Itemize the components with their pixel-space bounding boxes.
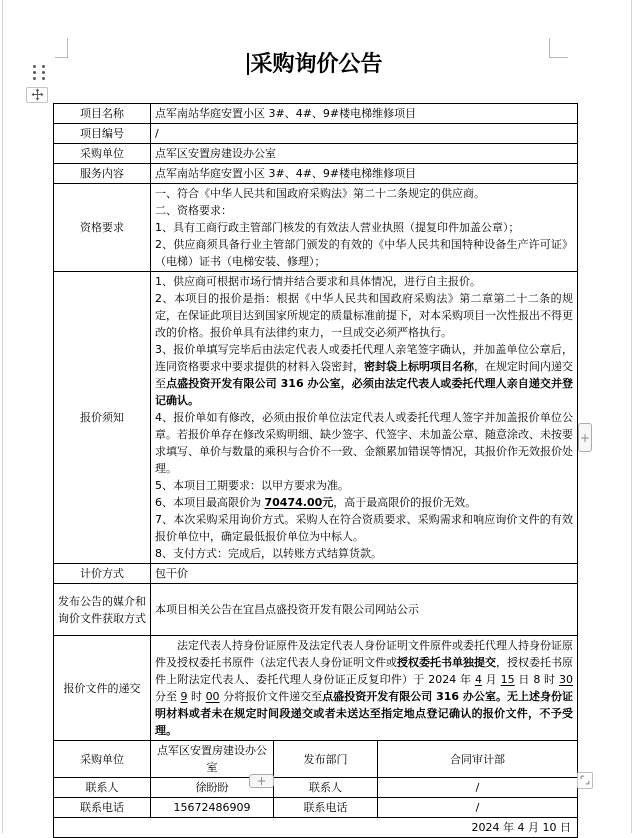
cell-value-purchasing-unit[interactable]: 点军区安置房建设办公室 <box>151 144 578 164</box>
cell-value-service-content[interactable]: 点军南站华庭安置小区 3#、4#、9#楼电梯维修项目 <box>151 164 578 184</box>
add-column-button[interactable]: + <box>578 423 592 452</box>
cell-value-qualification[interactable]: 一、符合《中华人民共和国政府采购法》第二十二条规定的供应商。 二、资格要求： 1、具有工商行政主管部门核发的有效法人营业执照（提复印件加盖公章）； 2、供应商须具备行业主管部门颁发的有效的《中华人民共和国特种设备生产许可证》（电梯）证书（电梯安装、修理）； <box>151 184 578 272</box>
cell-footer-contact-value[interactable]: 徐盼盼 <box>151 778 274 798</box>
cell-label-submission[interactable]: 报价文件的递交 <box>54 636 151 741</box>
move-arrows-icon <box>31 86 44 105</box>
move-table-handle[interactable] <box>26 87 48 103</box>
cell-footer-phone-value[interactable]: 15672486909 <box>151 798 274 818</box>
cell-footer-purchasing-unit-label[interactable]: 采购单位 <box>54 741 151 778</box>
cell-footer-phone2-label[interactable]: 联系电话 <box>274 798 378 818</box>
cell-label-service-content[interactable]: 服务内容 <box>54 164 151 184</box>
submission-paragraph: 法定代表人持身份证原件及法定代表人身份证明文件原件或委托代理人持身份证原件及授权委托书原件（法定代表人身份证明文件或授权委托书单独提交，授权委托书原件上附法定代表人、委托代理人身份证正反复印件）于 2024 年 4 月 15 日 8 时 30 分至 9 时 00 分将报价文件递交至点盛投资开发有限公司 316 办公室。无上述身份证明材料或者未在规定时间段递交或者未送达至指定地点登记确认的报价文件，不予受理。 <box>155 639 574 737</box>
cell-label-pricing-method[interactable]: 计价方式 <box>54 564 151 584</box>
table-row <box>54 778 578 798</box>
cell-footer-issuing-dept-value[interactable]: 合同审计部 <box>378 741 578 778</box>
cell-document-date[interactable]: 2024 年 4 月 10 日 <box>54 818 578 838</box>
table-row <box>54 564 578 584</box>
table-row <box>54 144 578 164</box>
cell-value-pricing-method[interactable]: 包干价 <box>151 564 578 584</box>
cell-label-project-name[interactable]: 项目名称 <box>54 104 151 124</box>
table-row <box>54 818 578 838</box>
cell-value-submission[interactable] <box>151 636 578 741</box>
table-row <box>54 104 578 124</box>
table-row <box>54 798 578 818</box>
cell-footer-contact2-value[interactable]: / <box>378 778 578 798</box>
cell-footer-contact2-label[interactable]: 联系人 <box>274 778 378 798</box>
cell-label-purchasing-unit[interactable]: 采购单位 <box>54 144 151 164</box>
table-resize-handle[interactable] <box>577 772 593 789</box>
cell-value-project-name[interactable]: 点军南站华庭安置小区 3#、4#、9#楼电梯维修项目 <box>151 104 578 124</box>
table-row <box>54 741 578 778</box>
cell-footer-issuing-dept-label[interactable]: 发布部门 <box>274 741 378 778</box>
cell-label-quotation-notice[interactable]: 报价须知 <box>54 272 151 564</box>
cell-label-announcement-media[interactable]: 发布公告的媒介和询价文件获取方式 <box>54 584 151 636</box>
resize-arrows-icon <box>579 771 591 790</box>
table-row <box>54 124 578 144</box>
page-title: 采购询价公告 <box>250 52 383 77</box>
cell-footer-phone-label[interactable]: 联系电话 <box>54 798 151 818</box>
cell-footer-purchasing-unit-value[interactable]: 点军区安置房建设办公室 <box>151 741 274 778</box>
cell-label-project-number[interactable]: 项目编号 <box>54 124 151 144</box>
table-row <box>54 272 578 564</box>
cell-label-qualification[interactable]: 资格要求 <box>54 184 151 272</box>
document-title-line[interactable] <box>53 51 577 79</box>
table-row <box>54 184 578 272</box>
cell-footer-contact-label[interactable]: 联系人 <box>54 778 151 798</box>
procurement-table <box>53 103 578 838</box>
cell-value-project-number[interactable]: / <box>151 124 578 144</box>
cell-footer-phone2-value[interactable]: / <box>378 798 578 818</box>
add-row-button[interactable]: + <box>249 774 274 788</box>
cell-value-quotation-notice[interactable]: 1、供应商可根据市场行情并结合要求和具体情况，进行自主报价。 2、本项目的报价是指：根据《中华人民共和国政府采购法》第二章第二十二条的规定，在保证此项目达到国家所规定的质量标准前提下，对本采购项目一次性报出不得更改的价格。报价单具有法律约束力，一旦成交必须严格执行。 3、报价单填写完毕后由法定代表人或委托代理人亲笔签字确认，并加盖单位公章后，连同资格要求中要求提供的材料入袋密封，密封袋上标明项目名称，在规定时间内递交至点盛投资开发有限公司 316 办公室，必须由法定代表人或委托代理人亲自递交并登记确认。 4、报价单如有修改，必须由报价单位法定代表人或委托代理人签字并加盖报价单位公章。若报价单存在修改采购明细、缺少签字、代签字、未加盖公章、随意涂改、未按要求填写、单价与数量的乘积与合价不一致、金额累加错误等情况，其报价作无效报价处理。 5、本项目工期要求：以甲方要求为准。 6、本项目最高限价为 70474.00元，高于最高限价的报价无效。 7、本次采购采用询价方式。采购人在符合资质要求、采购需求和响应询价文件的有效报价单位中，确定最低报价单位为中标人。 8、支付方式：完成后，以转账方式结算货款。 <box>151 272 578 564</box>
table-row <box>54 636 578 741</box>
table-row <box>54 584 578 636</box>
cell-value-announcement-media[interactable]: 本项目相关公告在宜昌点盛投资开发有限公司网站公示 <box>151 584 578 636</box>
drag-dots-icon[interactable] <box>33 65 45 80</box>
table-row <box>54 164 578 184</box>
